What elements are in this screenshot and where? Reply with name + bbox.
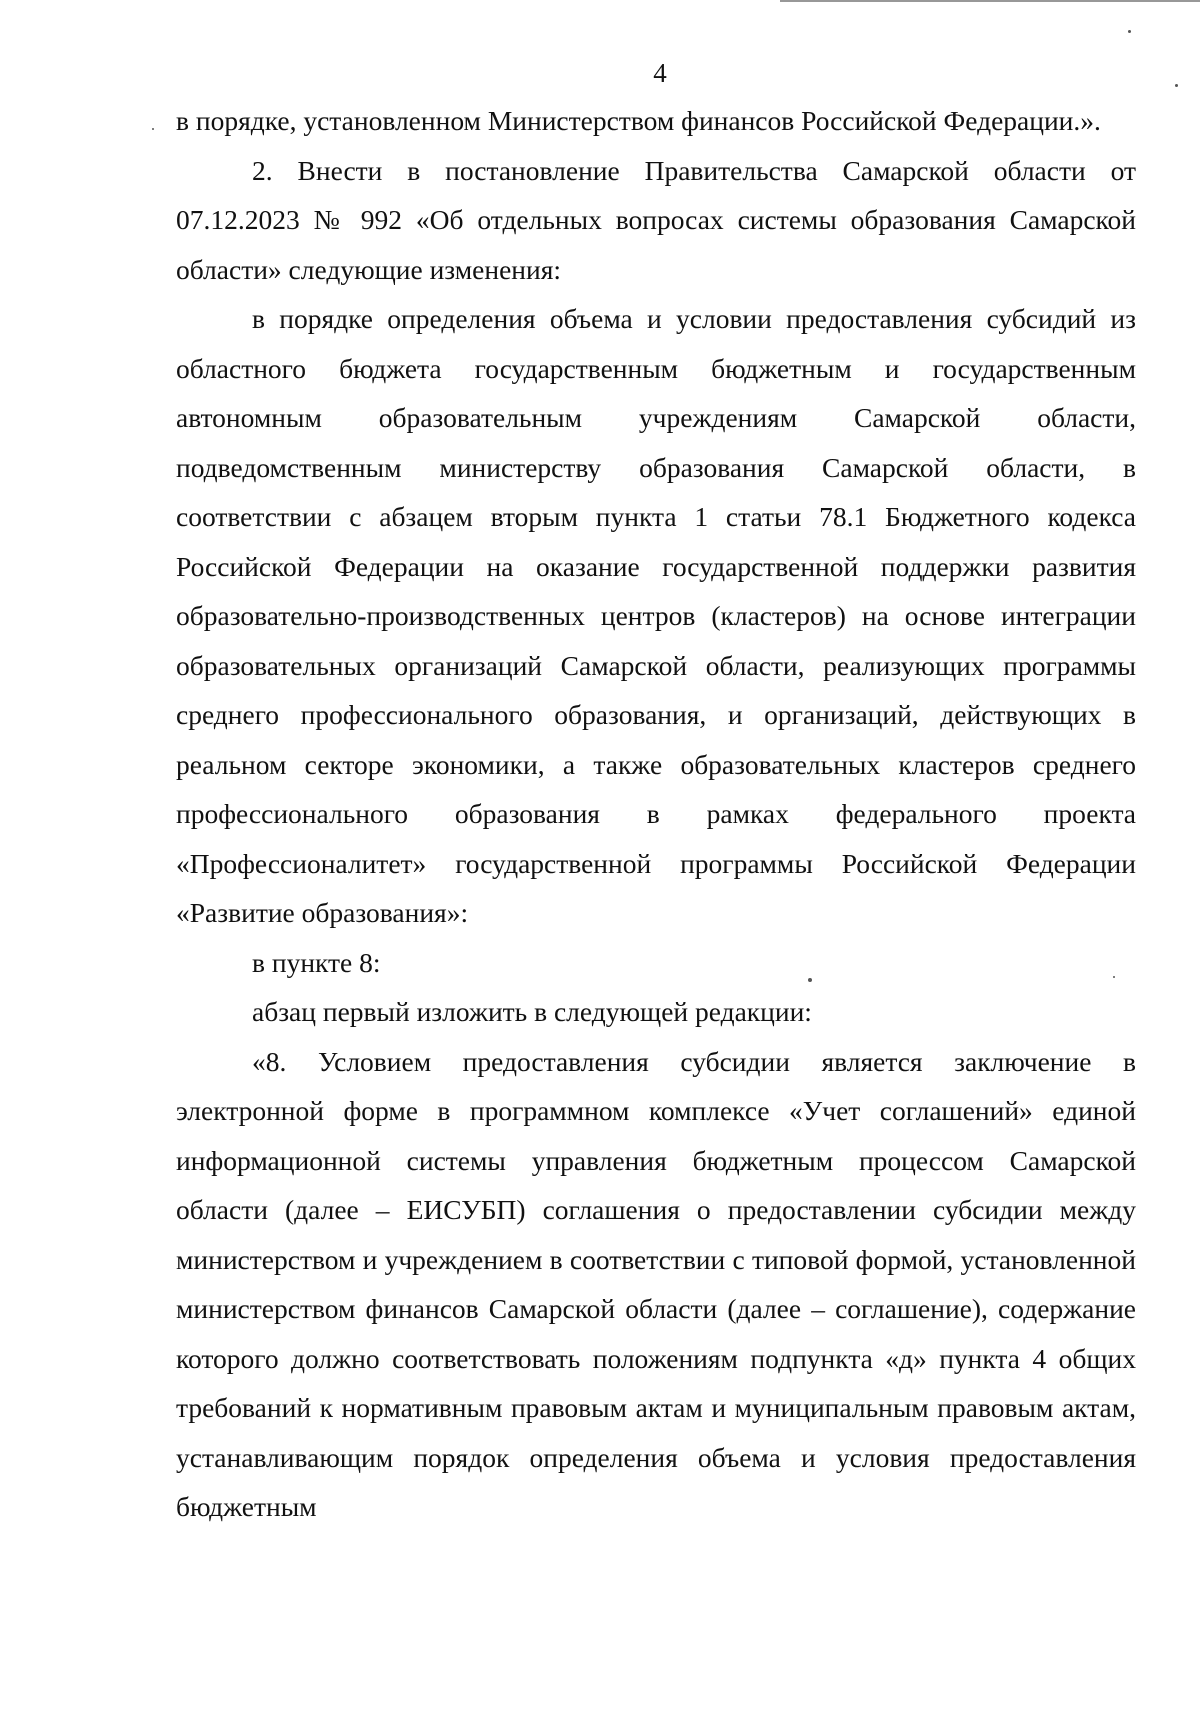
paragraph-item-2: 2. Внести в постановление Правительства Самарской области от 07.12.2023 № 992 «Об отдельных вопросах системы образования Самарской области» следующие изменения:: [176, 154, 1136, 285]
scan-speck: [1113, 976, 1115, 978]
scan-edge-line: [780, 0, 1200, 2]
paragraph-first-abzac: абзац первый изложить в следующей редакции:: [252, 996, 812, 1027]
scan-speck: [808, 978, 812, 982]
paragraph-point-8: в пункте 8:: [252, 946, 381, 978]
scan-speck: [1175, 84, 1178, 87]
scan-speck: [1128, 30, 1131, 33]
scan-speck: [152, 128, 154, 130]
paragraph-continuation: в порядке, установленном Министерством финансов Российской Федерации.».: [176, 105, 1101, 136]
document-body: [176, 96, 1136, 1532]
paragraph-new-wording: «8. Условием предоставления субсидии является заключение в электронной форме в программном комплексе «Учет соглашений» единой информационной системы управления бюджетным процессом Самарской области (далее – ЕИСУБП) соглашения о предоставлении субсидии между министерством и учреждением в соответствии с типовой формой, установленной министерством финансов Самарской области (далее – соглашение), содержание которого должно соответствовать положениям подпункта «д» пункта 4 общих требований к нормативным правовым актам и муниципальным правовым актам, устанавливающим порядок определения объема и условия предоставления бюджетным: [176, 1045, 1136, 1522]
page-number: 4: [653, 58, 667, 88]
paragraph-order-description: в порядке определения объема и условии предоставления субсидий из областного бюджета государственным бюджетным и государственным автономным образовательным учреждениям Самарской области, подведомственным министерству образования Самарской области, в соответствии с абзацем вторым пункта 1 статьи 78.1 Бюджетного кодекса Российской Федерации на оказание государственной поддержки развития образовательно-производственных центров (кластеров) на основе интеграции образовательных организаций Самарской области, реализующих программы среднего профессионального образования, и организаций, действующих в реальном секторе экономики, а также образовательных кластеров среднего профессионального образования в рамках федерального проекта «Профессионалитет» государственной программы Российской Федерации «Развитие образования»:: [176, 303, 1136, 928]
